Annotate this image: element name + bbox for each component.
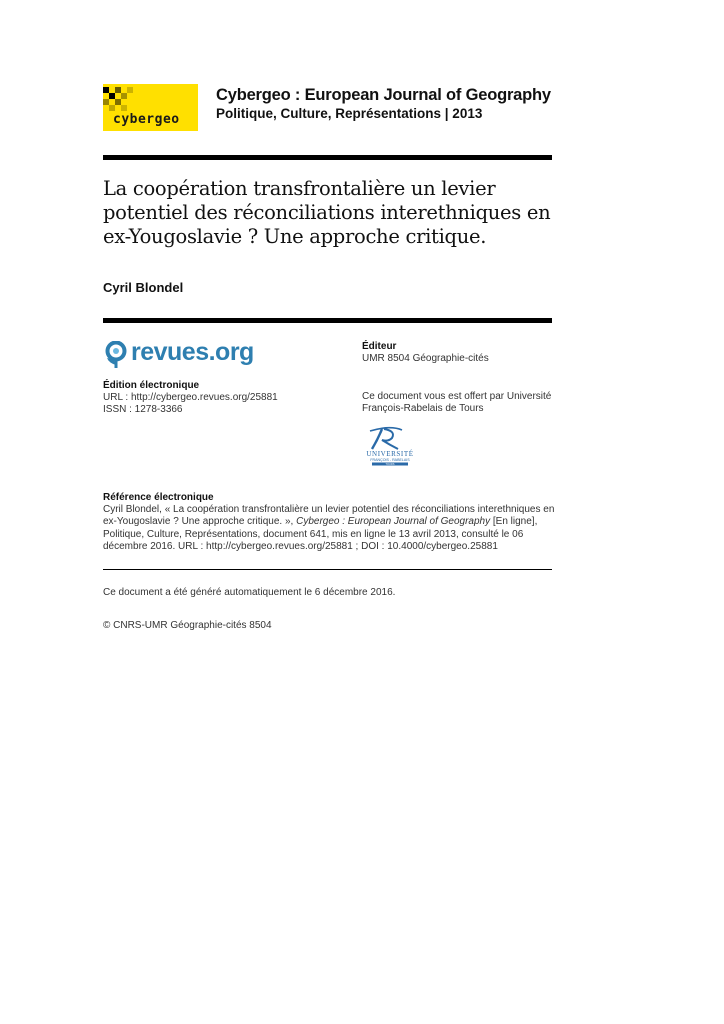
univ-logo-text: UNIVERSITÉ	[366, 450, 414, 458]
revues-logo-wordmark: revues.org	[131, 338, 254, 366]
copyright-note: © CNRS-UMR Géographie-cités 8504	[103, 620, 272, 631]
offer-text: Ce document vous est offert par Université François-Rabelais de Tours	[362, 391, 552, 415]
edition-heading: Édition électronique	[103, 380, 200, 391]
univ-logo-sub: FRANÇOIS - RABELAIS	[370, 458, 410, 462]
journal-subtitle: Politique, Culture, Représentations | 2013	[216, 106, 483, 121]
reference-part2: [En ligne], Politique, Culture, Représentations, document 641, mis en ligne le 13 avril 2013, consulté le 06 décembre 2016. URL : http://cybergeo.revues.org/25881 ; DOI : 10.4000/cybergeo.25881	[103, 516, 538, 552]
publisher-name: UMR 8504 Géographie-cités	[362, 353, 489, 364]
middle-divider	[103, 318, 552, 323]
publisher-heading: Éditeur	[362, 341, 397, 352]
edition-issn: ISSN : 1278-3366	[103, 404, 183, 415]
reference-part1: Cyril Blondel, « La coopération transfrontalière un levier potentiel des réconciliations interethniques en ex-Yougoslavie ? Une approche critique. »,	[103, 504, 555, 528]
reference-text	[103, 504, 555, 553]
edition-url[interactable]: URL : http://cybergeo.revues.org/25881	[103, 392, 278, 403]
article-title: La coopération transfrontalière un levier potentiel des réconciliations interethniques en ex-Yougoslavie ? Une approche critique.	[103, 177, 551, 248]
cybergeo-logo	[103, 84, 198, 131]
cybergeo-logo-wordmark: cybergeo	[113, 112, 180, 127]
generated-note: Ce document a été généré automatiquement le 6 décembre 2016.	[103, 587, 396, 598]
university-logo	[360, 425, 420, 467]
revues-flower-icon	[103, 341, 129, 369]
top-divider	[103, 155, 552, 160]
article-author: Cyril Blondel	[103, 280, 184, 295]
bottom-divider	[103, 569, 552, 570]
reference-journal: Cybergeo : European Journal of Geography	[296, 516, 491, 528]
journal-title: Cybergeo : European Journal of Geography	[216, 86, 551, 104]
reference-heading: Référence électronique	[103, 492, 214, 503]
univ-logo-city: TOURS	[385, 463, 395, 467]
